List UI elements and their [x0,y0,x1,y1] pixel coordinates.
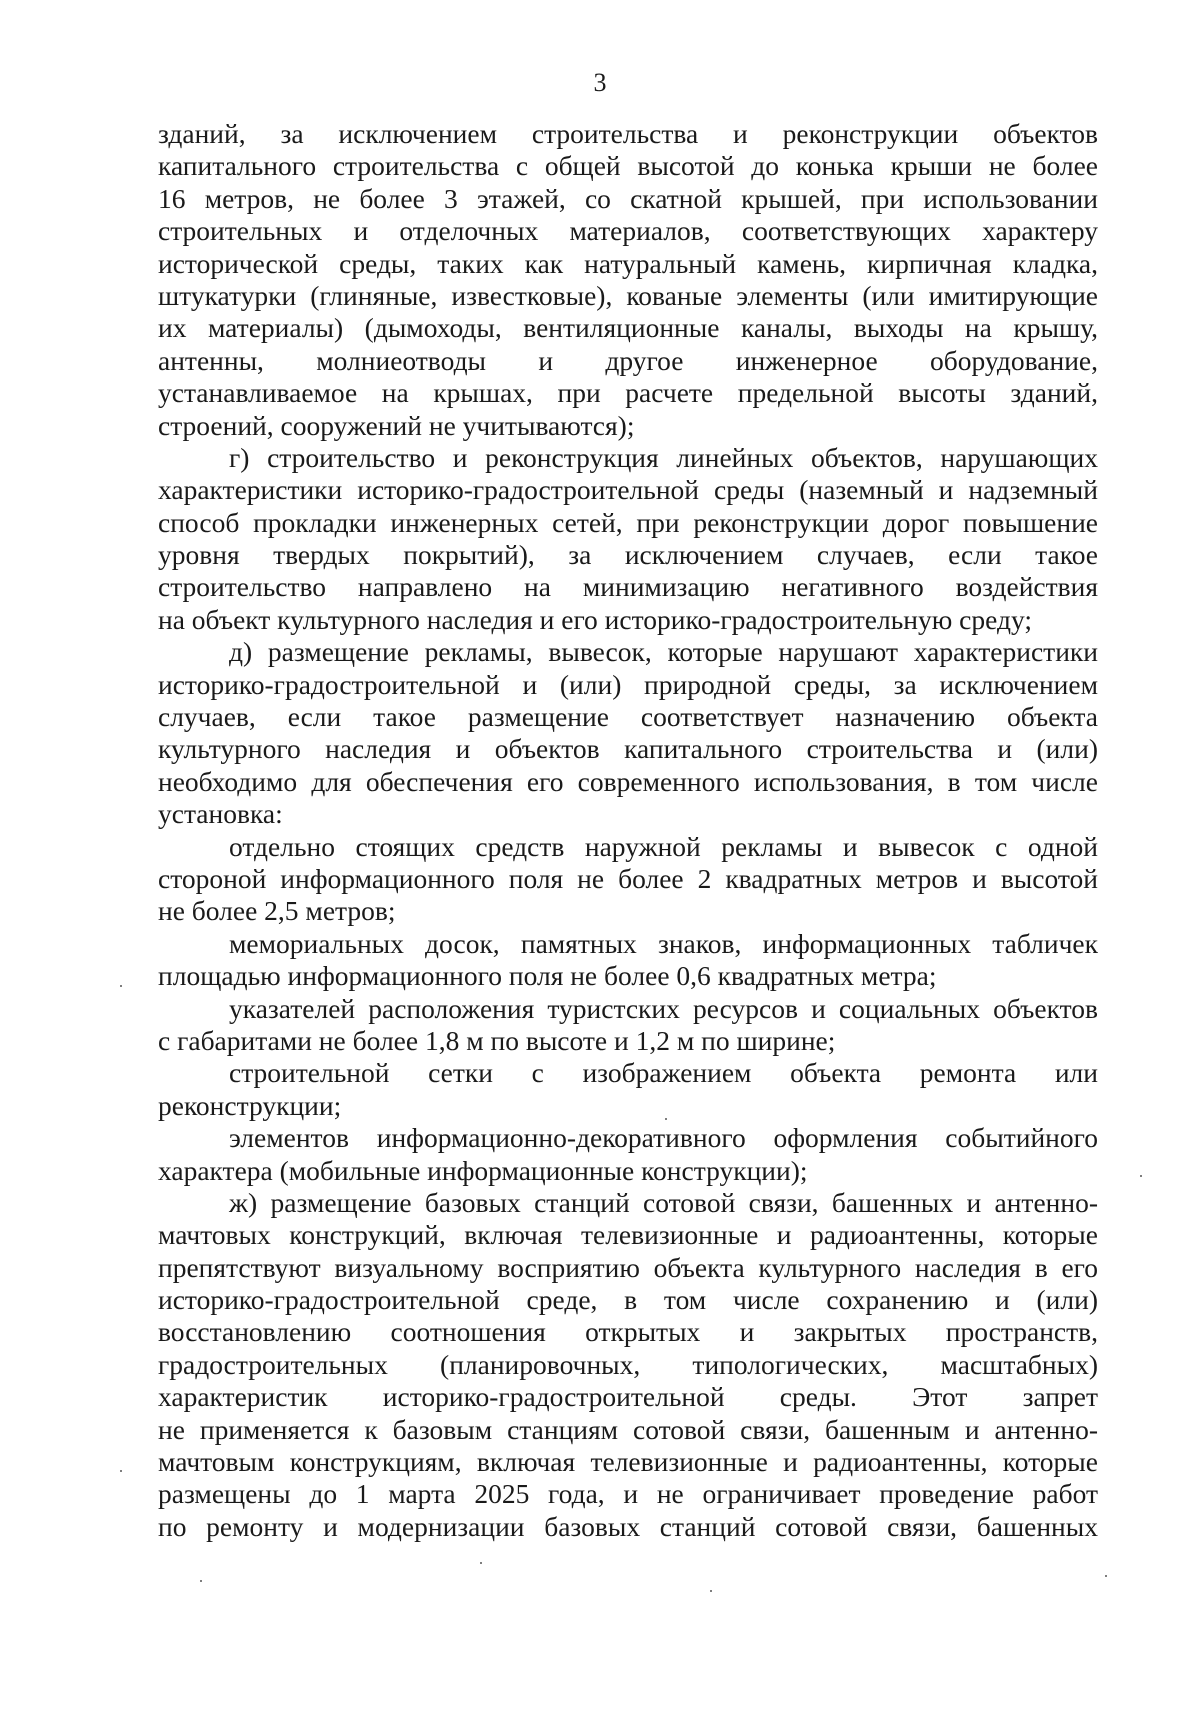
text-line: г) строительство и реконструкция линейных объектов, нарушающих [229,441,1098,473]
text-line: строений, сооружений не учитываются); [158,409,635,441]
text-line: площадью информационного поля не более 0,6 квадратных метра; [158,960,937,992]
text-line: градостроительных (планировочных, типологических, масштабных) [158,1348,1098,1380]
text-line: характера (мобильные информационные конструкции); [158,1154,808,1186]
text-line: на объект культурного наследия и его историко-градостроительную среду; [158,603,1032,635]
text-line: штукатурки (глиняные, известковые), кованые элементы (или имитирующие [158,279,1098,311]
text-line: ж) размещение базовых станций сотовой связи, башенных и антенно- [229,1186,1098,1218]
scan-speck [120,985,122,987]
text-line: характеристик историко-градостроительной среды. Этот запрет [158,1381,1098,1413]
text-line: случаев, если такое размещение соответствует назначению объекта [158,701,1098,733]
text-line: капитального строительства с общей высотой до конька крыши не более [158,150,1098,182]
text-line: историко-градостроительной и (или) природной среды, за исключением [158,668,1098,700]
text-line: не более 2,5 метров; [158,895,396,927]
text-line: строительных и отделочных материалов, соответствующих характеру [158,215,1098,247]
text-line: историко-градостроительной среде, в том числе сохранению и (или) [158,1284,1098,1316]
text-line: мачтовым конструкциям, включая телевизионные и радиоантенны, которые [158,1446,1098,1478]
text-line: указателей расположения туристских ресурсов и социальных объектов [229,992,1098,1024]
text-line: реконструкции; [158,1089,342,1121]
text-line: уровня твердых покрытий), за исключением случаев, если такое [158,539,1098,571]
text-line: по ремонту и модернизации базовых станций сотовой связи, башенных [158,1510,1098,1542]
text-line: характеристики историко-градостроительной среды (наземный и надземный [158,474,1098,506]
text-line: с габаритами не более 1,8 м по высоте и 1,2 м по ширине; [158,1024,836,1056]
text-line: размещены до 1 марта 2025 года, и не ограничивает проведение работ [158,1478,1098,1510]
text-line: культурного наследия и объектов капитального строительства и (или) [158,733,1098,765]
text-line: зданий, за исключением строительства и реконструкции объектов [158,118,1098,149]
text-line: не применяется к базовым станциям сотовой связи, башенным и антенно- [158,1413,1098,1445]
scan-speck [120,1470,122,1472]
text-line: элементов информационно-декоративного оформления событийного [229,1122,1098,1154]
text-line: восстановлению соотношения открытых и закрытых пространств, [158,1316,1098,1348]
scan-speck [480,1562,482,1564]
text-line: установка: [158,798,283,830]
text-line: отдельно стоящих средств наружной рекламы и вывесок с одной [229,830,1098,862]
scan-speck [200,1580,202,1582]
text-line: исторической среды, таких как натуральный камень, кирпичная кладка, [158,247,1098,279]
scan-speck [710,1590,712,1592]
text-line: мемориальных досок, памятных знаков, информационных табличек [229,927,1098,959]
text-line: 16 метров, не более 3 этажей, со скатной крышей, при использовании [158,182,1098,214]
text-line: стороной информационного поля не более 2 квадратных метров и высотой [158,862,1098,894]
scan-speck [665,1118,667,1120]
text-line: строительной сетки с изображением объекта ремонта или [229,1057,1098,1089]
text-line: д) размещение рекламы, вывесок, которые нарушают характеристики [229,636,1098,668]
document-body [158,118,1098,1543]
page-number: 3 [593,68,607,97]
text-line: мачтовых конструкций, включая телевизионные и радиоантенны, которые [158,1219,1098,1251]
text-line: их материалы) (дымоходы, вентиляционные каналы, выходы на крышу, [158,312,1098,344]
text-line: необходимо для обеспечения его современного использования, в том числе [158,765,1098,797]
text-line: строительство направлено на минимизацию негативного воздействия [158,571,1098,603]
text-line: способ прокладки инженерных сетей, при реконструкции дорог повышение [158,506,1098,538]
text-line: устанавливаемое на крышах, при расчете предельной высоты зданий, [158,377,1098,409]
text-line: антенны, молниеотводы и другое инженерное оборудование, [158,344,1098,376]
scan-speck [1140,1175,1142,1177]
scan-speck [1105,1575,1107,1577]
text-line: препятствуют визуальному восприятию объекта культурного наследия в его [158,1251,1098,1283]
